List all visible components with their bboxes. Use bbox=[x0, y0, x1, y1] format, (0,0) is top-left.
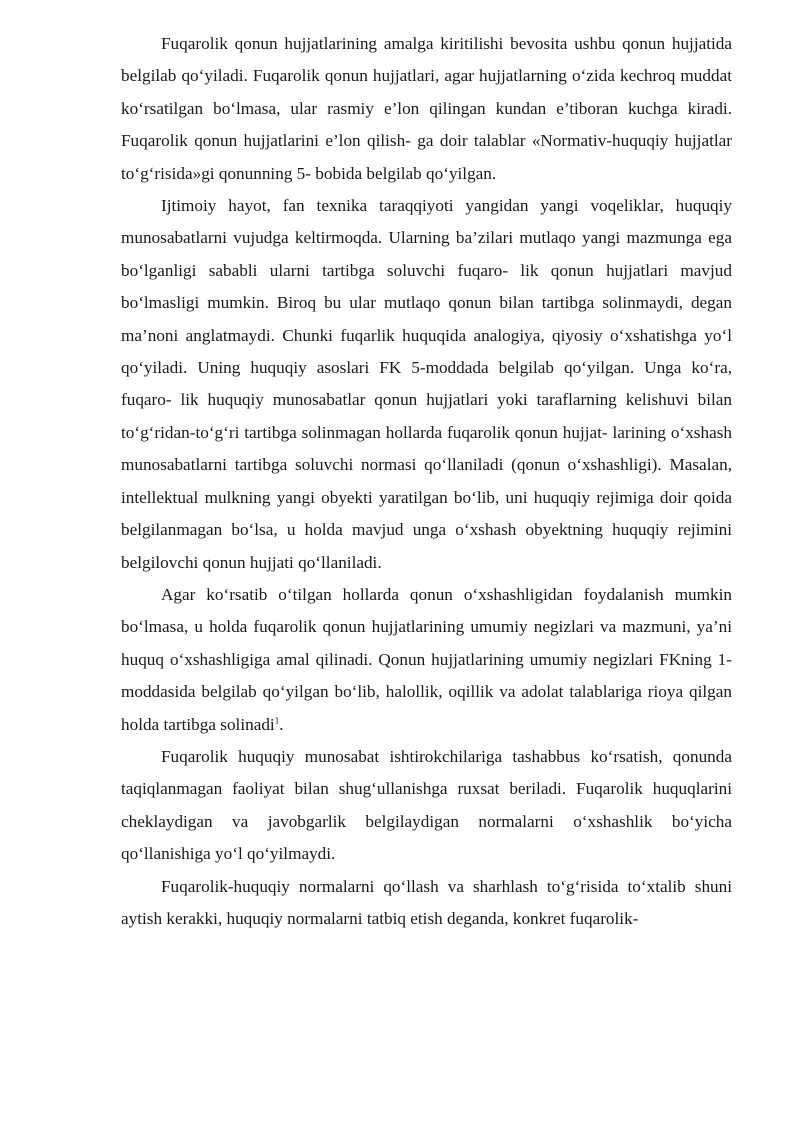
paragraph-text: Ijtimoiy hayot, fan texnika taraqqiyoti yangidan yangi voqeliklar, huquqiy munosabatlarni vujudga keltirmoqda. Ularning ba’zilari mutlaqo yangi mazmunga ega bo‘lganligi sababli ularni tartibga soluvchi fuqaro- lik qonun hujjatlari mavjud bo‘lmasligi mumkin. Biroq bu ular mutlaqo qonun bilan tartibga solinmaydi, degan ma’noni anglatmaydi. Chunki fuqarlik huquqida analogiya, qiyosiy o‘xshatishga yo‘l qo‘yiladi. Uning huquqiy asoslari FK 5-moddada belgilab qo‘yilgan. Unga ko‘ra, fuqaro- lik huquqiy munosabatlar qonun hujjatlari yoki taraflarning kelishuvi bilan to‘g‘ridan-to‘g‘ri tartibga solinmagan hollarda fuqarolik qonun hujjat- larining o‘xshash munosabatlarni tartibga soluvchi normasi qo‘llaniladi (qonun o‘xshashligi). Masalan, intellektual mulkning yangi obyekti yaratilgan bo‘lib, uni huquqiy rejimiga doir qoida belgilanmagan bo‘lsa, u holda mavjud unga o‘xshash obyektning huquqiy rejimini belgilovchi qonun hujjati qo‘llaniladi. bbox=[121, 196, 732, 572]
footnote-reference: 1 bbox=[274, 714, 280, 725]
paragraph-application-interpretation bbox=[121, 871, 732, 936]
paragraph-legislation-entry-into-force bbox=[121, 28, 732, 190]
paragraph-analogy-of-law bbox=[121, 190, 732, 579]
paragraph-analogy-of-right bbox=[121, 579, 732, 741]
document-page bbox=[121, 28, 732, 935]
paragraph-text: Fuqarolik qonun hujjatlarining amalga kiritilishi bevosita ushbu qonun hujjatida belgilab qo‘yiladi. Fuqarolik qonun hujjatlari, agar hujjatlarning o‘zida kechroq muddat ko‘rsatilgan bo‘lmasa, ular rasmiy e’lon qilingan kundan e’tiboran kuchga kiradi. Fuqarolik qonun hujjatlarini e’lon qilish- ga doir talablar «Normativ-huquqiy hujjatlar to‘g‘risida»gi qonunning 5- bobida belgilab qo‘yilgan. bbox=[121, 34, 732, 183]
paragraph-text: Fuqarolik-huquqiy normalarni qo‘llash va sharhlash to‘g‘risida to‘xtalib shuni aytish kerakki, huquqiy normalarni tatbiq etish deganda, konkret fuqarolik- bbox=[121, 876, 732, 928]
paragraph-initiative-participants bbox=[121, 741, 732, 871]
paragraph-text: Agar ko‘rsatib o‘tilgan hollarda qonun o‘xshashligidan foydalanish mumkin bo‘lmasa, u holda fuqarolik qonun hujjatlarining umumiy negizlari va mazmuni, ya’ni huquq o‘xshashligiga amal qilinadi. Qonun hujjatlarining umumiy negizlari FKning 1-moddasida belgilab qo‘yilgan bo‘lib, halollik, oqillik va adolat talablariga rioya qilgan holda tartibga solinadi bbox=[121, 584, 732, 734]
paragraph-text: Fuqarolik huquqiy munosabat ishtirokchilariga tashabbus ko‘rsatish, qonunda taqiqlanmagan faoliyat bilan shug‘ullanishga ruxsat beriladi. Fuqarolik huquqlarini cheklaydigan va javobgarlik belgilaydigan normalarni o‘xshashlik bo‘yicha qo‘llanishiga yo‘l qo‘yilmaydi. bbox=[121, 746, 732, 864]
paragraph-tail: . bbox=[279, 714, 284, 734]
